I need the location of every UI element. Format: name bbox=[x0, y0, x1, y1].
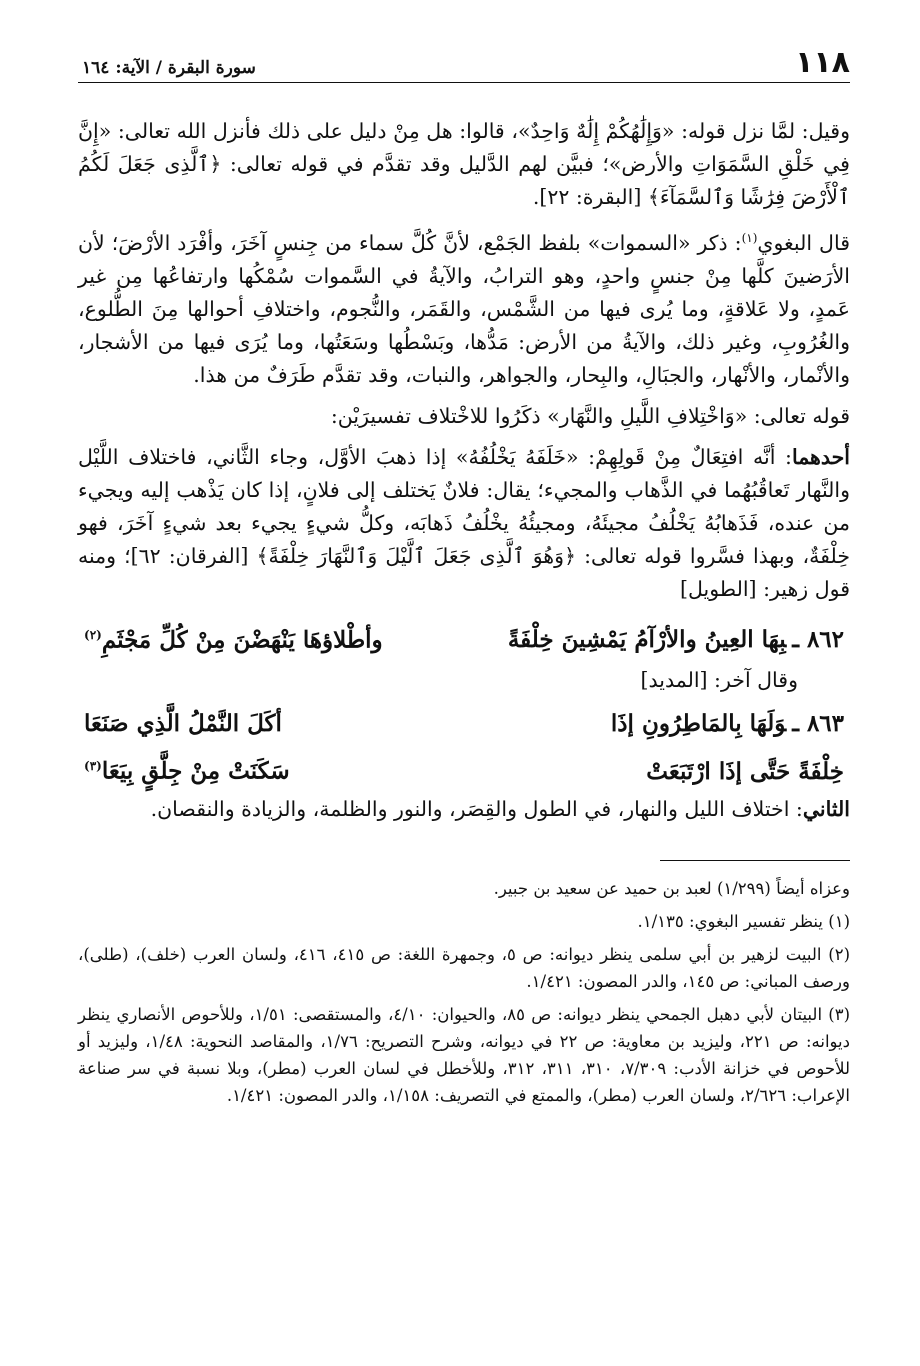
paragraph-first-meaning bbox=[78, 441, 850, 606]
paragraph-baghawi bbox=[78, 222, 850, 392]
page-header bbox=[78, 34, 850, 83]
verse-hemistich-left: أكَلَ النَّمْلُ الَّذِي صَنَعَا bbox=[84, 710, 282, 738]
verse-hemistich-right: خِلْفَةً حَتَّى إذَا ارْتَبَعَتْ bbox=[646, 758, 844, 786]
verse-intro-line: وقال آخر: [المديد] bbox=[640, 668, 798, 693]
page-number: ١١٨ bbox=[795, 45, 850, 80]
paragraph-second-meaning bbox=[78, 793, 850, 826]
paragraph-two-meanings: قوله تعالى: «وَاخْتِلافِ اللَّيلِ والنَّهَار» ذكَرُوا للاخْتلاف تفسيرَيْن: bbox=[330, 403, 850, 428]
paragraph-text: : ذكر «السموات» بلفظ الجَمْع، لأنَّ كُلَّ سماء من جِنسٍ آخَرَ، وأفْرَد الأرْضَ؛ لأن الأرَضينَ كلَّها مِنْ جنسٍ واحدٍ، وهو الترابُ، والآيةُ في السَّموات سُمْكُها وارتفاعُها مِن غير عَمدٍ، ولا عَلاقةٍ، وما يُرى فيها من الشَّمْس، والقَمَر، والنُّجوم، واختلافِ أحوالها مِنَ الطُّلوع، والغُرُوبِ، وغير ذلك، والآيةُ من الأرض: مَدُّها، وبَسْطُها وسَعَتُها، وما يُرَى فيها من الأشجار، والأنْمار، والأنْهار، والجبَالِ، والبِحار، والجواهر، والنبات، وقد تقدَّم طَرَفٌ من هذا. bbox=[78, 230, 850, 387]
verse-hemistich-left bbox=[84, 614, 383, 662]
verse-863-line2 bbox=[78, 745, 850, 793]
verse-text: بِهَا العِينُ والأرْآمُ يَمْشِينَ خِلْفَةً bbox=[507, 626, 787, 654]
footnote-continued: وعزاه أيضاً (١/٢٩٩) لعبد بن حميد عن سعيد بن جبير. bbox=[493, 879, 850, 899]
verse-number: ٨٦٢ ـ bbox=[792, 626, 844, 654]
paragraph-intro: وقيل: لمَّا نزل قوله: «وَإِلَٰهُكُمْ إِلَٰهٌ وَاحِدٌ»، قالوا: هل مِنْ دليل على ذلك فأنزل الله تعالى: «إِنَّ فِي خَلْقِ السَّمَوَاتِ والأرض»؛ فبيَّن لهم الدَّليل وقد تقدَّم في قوله تعالى: ﴿ٱلَّذِى جَعَلَ لَكُمُ ٱلْأَرْضَ فِرَٰشًا وَٱلسَّمَآءَ﴾ [البقرة: ٢٢]. bbox=[78, 119, 850, 209]
running-title: سورة البقرة / الآية: ١٦٤ bbox=[82, 58, 256, 78]
verse-number: ٨٦٣ ـ bbox=[792, 710, 844, 738]
footnote-ref: (٣) bbox=[84, 759, 102, 774]
footnote-2: (٢) البيت لزهير بن أبي سلمى ينظر ديوانه: ص ٥، وجمهرة اللغة: ص ٤١٥، ٤١٦، ولسان العرب (خلف)، (طلى)، ورصف المباني: ص ١٤٥، والدر المصون: ١/٤٢١. bbox=[78, 945, 850, 992]
footnote-3: (٣) البيتان لأبي دهبل الجمحي ينظر ديوانه: ص ٨٥، والحيوان: ٤/١٠، والمستقصى: ١/٥١، وللأحوص الأنصاري ينظر ديوانه: ص ٢٢١، وليزيد بن معاوية: ص ٢٢ في ديوانه، وشرح التصريح: ١/٧٦، والمقاصد النحوية: ١/٤٨، وليزيد أو للأحوص في خزانة الأدب: ٧/٣٠٩، ٣١٠، ٣١١، ٣١٢، وللأخطل في لسان العرب (مطر)، وبلا نسبة في سر صناعة الإعراب: ٢/٦٢٦، ولسان العرب (مطر)، والممتع في التصريف: ١/١٥٨، والدر المصون: ١/٤٢١. bbox=[78, 1005, 851, 1106]
footnote-ref: (٢) bbox=[84, 627, 102, 642]
paragraph-text: : أنَّه افتِعَالٌ مِنْ قَولِهِمْ: «خَلَفَهُ يَخْلُفُهُ» إذا ذهبَ الأوَّل، وجاء الثَّاني، فاختلاف اللَّيْل والنَّهار تَعاقُبُهُما في الذَّهاب والمجيء؛ يقال: فلانٌ يَختلف إلى فلانٍ، إذا كان يَذْهب إليه ويجيء من عنده، فَذَهابُهُ يَخْلُفُ مجيئَهُ، ومجيئُهُ يخْلُفُ ذَهابَه، وكلُّ شيءٍ يجيء بعد شيءٍ آخَرَ، فهو خِلْفَةٌ، وبهذا فسَّروا قوله تعالى: ﴿وَهُوَ ٱلَّذِى جَعَلَ ٱلَّيْلَ وَٱلنَّهَارَ خِلْفَةً﴾ [الفرقان: ٦٢]؛ ومنه قول زهير: [الطويل] bbox=[78, 444, 850, 601]
verse-863-line1 bbox=[78, 703, 850, 745]
footnotes bbox=[78, 875, 850, 1109]
verse-text: وأطْلاؤهَا يَنْهَضْنَ مِنْ كُلِّ مَجْثَمِ bbox=[101, 626, 383, 654]
lead-word: الثاني bbox=[802, 797, 850, 822]
lead-word: أحدهما bbox=[791, 444, 850, 469]
footnote-divider bbox=[660, 860, 850, 861]
paragraph-text: : اختلاف الليل والنهار، في الطول والقِصَر، والنور والظلمة، والزيادة والنقصان. bbox=[150, 797, 803, 822]
verse-text: سَكَنَتْ مِنْ جِلَّقٍ بِيَعَا bbox=[101, 758, 290, 786]
verse-text: وَلَهَا بِالمَاطِرُونِ إذَا bbox=[610, 710, 787, 738]
verse-hemistich-right bbox=[611, 703, 844, 745]
footnote-ref: (١) bbox=[741, 231, 758, 245]
verse-hemistich-right bbox=[508, 619, 844, 661]
footnote-1: (١) ينظر تفسير البغوي: ١/١٣٥. bbox=[637, 912, 850, 932]
author-name: قال البغوي bbox=[757, 230, 850, 255]
verse-hemistich-left bbox=[84, 745, 290, 793]
verse-862 bbox=[78, 614, 850, 662]
